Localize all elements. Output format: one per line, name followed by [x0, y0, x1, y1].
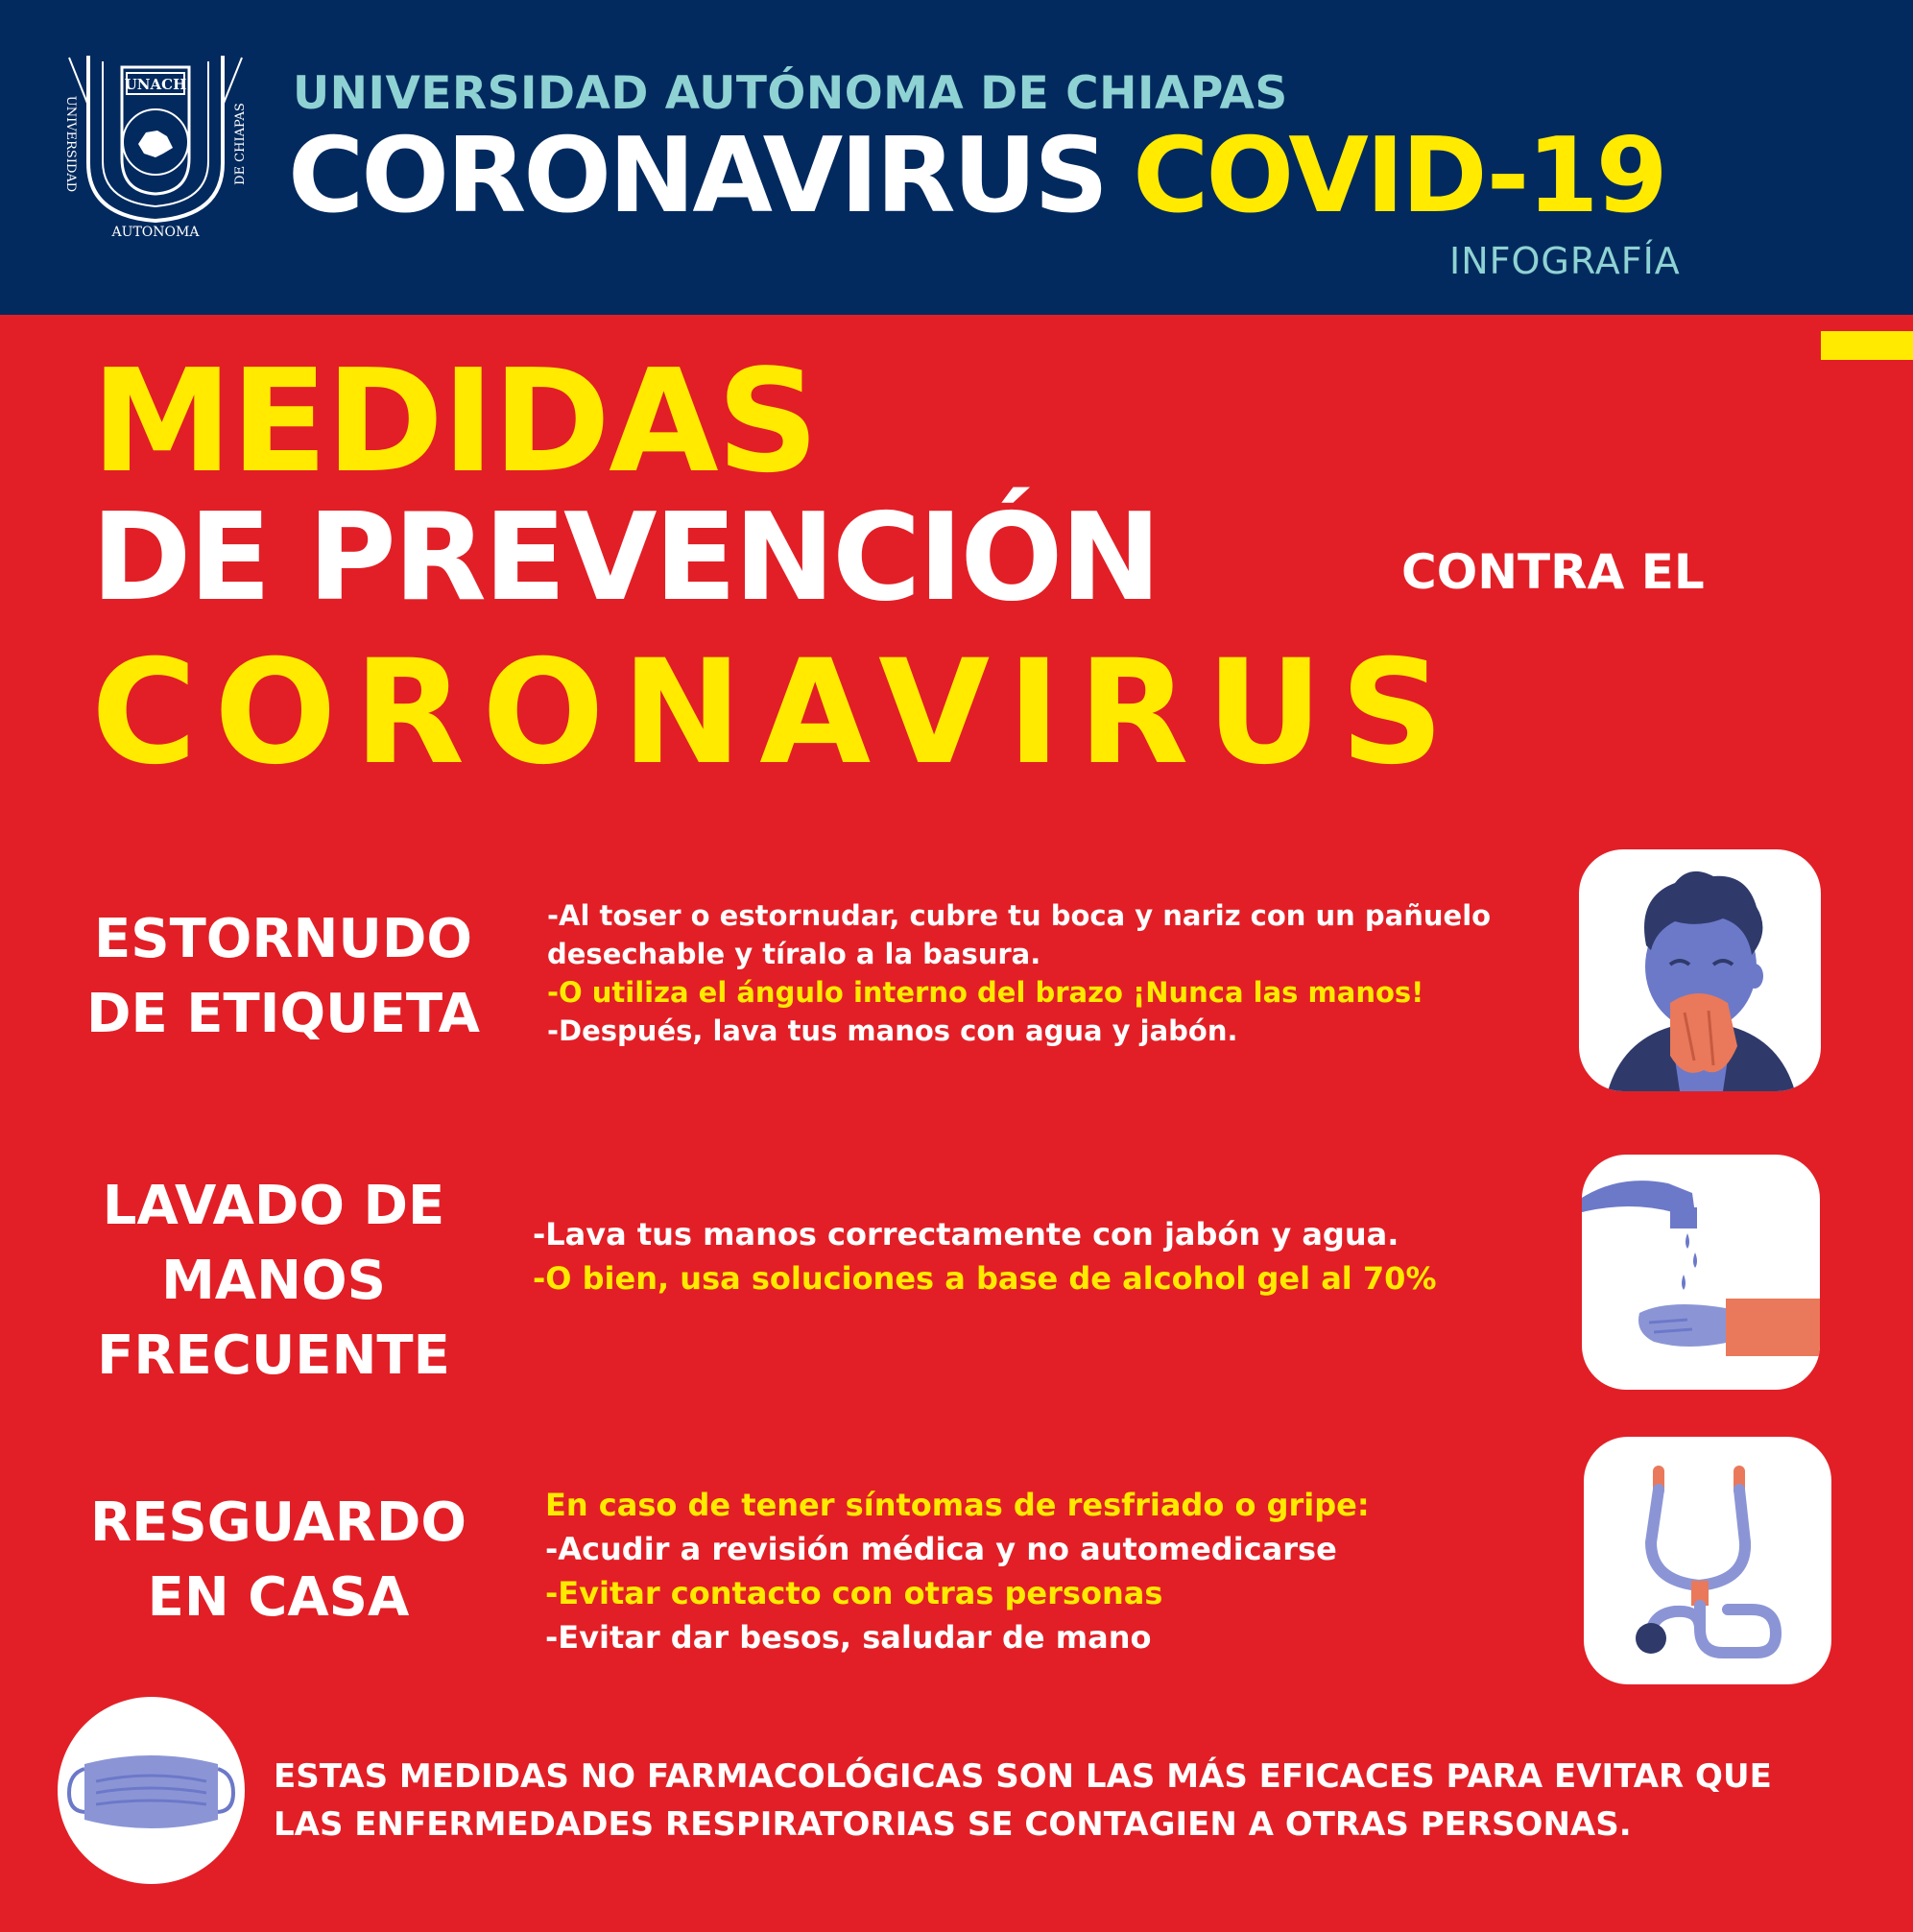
- header-subtitle: INFOGRAFÍA: [1449, 240, 1681, 282]
- section-home-title: [53, 1486, 504, 1635]
- section-home-body: [545, 1487, 1370, 1666]
- section-title-line: RESGUARDO: [90, 1491, 466, 1554]
- sneezing-person-icon: [1579, 849, 1821, 1091]
- logo-ring-right-text: DE CHIAPAS: [233, 103, 248, 185]
- section-line: En caso de tener síntomas de resfriado o gripe:: [545, 1487, 1370, 1523]
- header-title-covid: COVID-19: [1133, 116, 1665, 236]
- logo-ring-left-text: UNIVERSIDAD: [63, 95, 78, 193]
- section-sneeze-title: [53, 902, 514, 1052]
- section-line: -Evitar dar besos, saludar de mano: [545, 1619, 1152, 1656]
- section-title-line: FRECUENTE: [97, 1324, 450, 1387]
- headline-prevencion: DE PREVENCIÓN: [91, 487, 1159, 628]
- header-title-coronavirus: CORONAVIRUS: [288, 116, 1107, 236]
- section-title-line: LAVADO DE: [102, 1175, 445, 1237]
- section-handwash-title: [53, 1169, 494, 1394]
- section-line: -Acudir a revisión médica y no automedicarse: [545, 1531, 1337, 1567]
- stethoscope-icon: [1584, 1437, 1831, 1684]
- section-title-line: MANOS: [161, 1250, 386, 1312]
- section-line: -Lava tus manos correctamente con jabón y agua.: [533, 1216, 1399, 1252]
- face-mask-icon: [58, 1697, 245, 1884]
- section-title-line: EN CASA: [147, 1566, 410, 1629]
- headline-coronavirus: CORONAVIRUS: [91, 630, 1462, 797]
- university-logo: [50, 48, 261, 240]
- section-line: -Al toser o estornudar, cubre tu boca y nariz con un pañuelo: [547, 899, 1492, 932]
- section-sneeze-body: [547, 899, 1492, 1056]
- logo-bottom-text: AUTONOMA: [111, 225, 200, 240]
- footer-line: LAS ENFERMEDADES RESPIRATORIAS SE CONTAGIEN A OTRAS PERSONAS.: [274, 1805, 1632, 1844]
- accent-bar: [1821, 331, 1913, 360]
- section-line: -O bien, usa soluciones a base de alcohol gel al 70%: [533, 1260, 1437, 1297]
- footer-line: ESTAS MEDIDAS NO FARMACOLÓGICAS SON LAS MÁS EFICACES PARA EVITAR QUE: [274, 1757, 1772, 1796]
- logo-acronym: UNACH: [124, 76, 187, 93]
- header-title: [288, 116, 1665, 236]
- header-banner: [0, 0, 1913, 315]
- hand-washing-icon: [1582, 1155, 1820, 1390]
- section-title-line: ESTORNUDO: [94, 908, 472, 970]
- university-name: UNIVERSIDAD AUTÓNOMA DE CHIAPAS: [293, 67, 1288, 120]
- section-line: desechable y tíralo a la basura.: [547, 938, 1041, 970]
- headline-medidas: MEDIDAS: [91, 339, 818, 504]
- section-title-line: DE ETIQUETA: [85, 983, 481, 1045]
- section-line: -O utiliza el ángulo interno del brazo ¡Nunca las manos!: [547, 976, 1424, 1009]
- section-line: -Evitar contacto con otras personas: [545, 1575, 1163, 1611]
- section-handwash-body: [533, 1216, 1437, 1307]
- headline-contra-el: CONTRA EL: [1401, 544, 1705, 600]
- footer-message: [274, 1753, 1772, 1849]
- section-line: -Después, lava tus manos con agua y jabón.: [547, 1014, 1238, 1047]
